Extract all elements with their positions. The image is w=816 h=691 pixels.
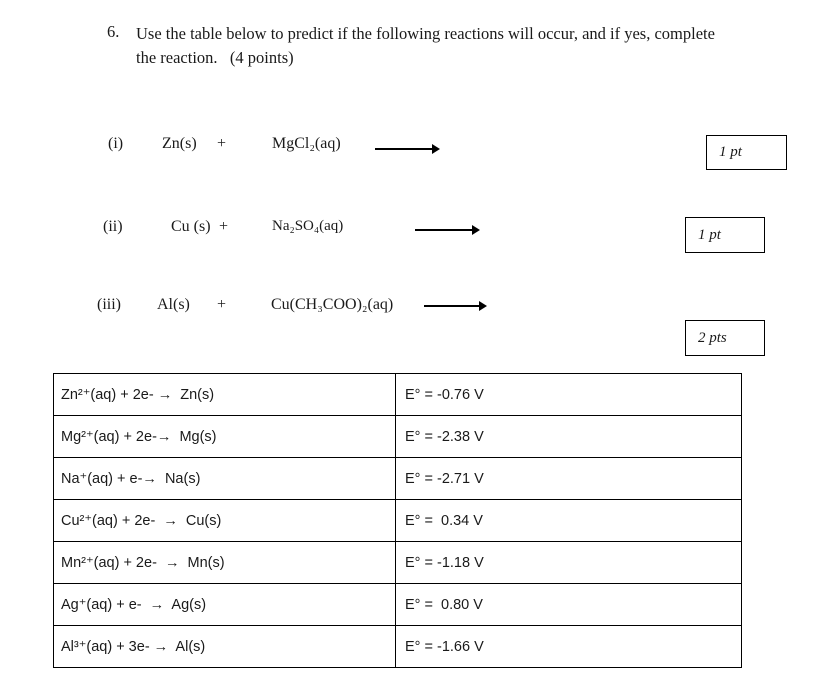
half-reaction-cell: Cu²⁺(aq) + 2e- → Cu(s) xyxy=(54,500,396,542)
points-box-i: 1 pt xyxy=(706,135,787,170)
reaction-plus-ii: + xyxy=(219,218,229,235)
reaction-label-ii: (ii) xyxy=(103,218,123,235)
potential-cell: E° = 0.34 V xyxy=(396,500,742,542)
table-row xyxy=(54,626,742,668)
half-reaction-cell: Mn²⁺(aq) + 2e- → Mn(s) xyxy=(54,542,396,584)
half-reaction-cell: Al³⁺(aq) + 3e- → Al(s) xyxy=(54,626,396,668)
reaction-reactant1-iii: Al(s) xyxy=(157,296,190,313)
question-text xyxy=(136,22,786,70)
half-reaction-cell: Ag⁺(aq) + e- → Ag(s) xyxy=(54,584,396,626)
reaction-plus-iii: + xyxy=(217,296,227,313)
question-line-1: Use the table below to predict if the following reactions will occur, and if yes, complete xyxy=(136,24,715,43)
points-box-iii: 2 pts xyxy=(685,320,765,356)
points-box-ii: 1 pt xyxy=(685,217,765,253)
reaction-reactant1-ii: Cu (s) xyxy=(171,218,211,235)
reaction-arrow-i xyxy=(375,148,438,150)
reaction-reactant2-ii: Na₂SO₄(aq) xyxy=(272,218,344,234)
potential-cell: E° = -2.38 V xyxy=(396,416,742,458)
potential-cell: E° = 0.80 V xyxy=(396,584,742,626)
reaction-arrow-iii xyxy=(424,305,485,307)
table-row xyxy=(54,416,742,458)
half-reaction-cell: Na⁺(aq) + e-→ Na(s) xyxy=(54,458,396,500)
reduction-potential-table xyxy=(53,373,742,668)
potential-cell: E° = -1.18 V xyxy=(396,542,742,584)
table-row xyxy=(54,374,742,416)
question-number: 6. xyxy=(107,22,120,41)
potential-cell: E° = -2.71 V xyxy=(396,458,742,500)
half-reaction-cell: Zn²⁺(aq) + 2e- → Zn(s) xyxy=(54,374,396,416)
half-reaction-cell: Mg²⁺(aq) + 2e-→ Mg(s) xyxy=(54,416,396,458)
table-row xyxy=(54,542,742,584)
reaction-reactant1-i: Zn(s) xyxy=(162,135,197,152)
potential-cell: E° = -0.76 V xyxy=(396,374,742,416)
reaction-arrow-ii xyxy=(415,229,478,231)
potential-cell: E° = -1.66 V xyxy=(396,626,742,668)
reaction-plus-i: + xyxy=(217,135,227,152)
table-row xyxy=(54,458,742,500)
reaction-reactant2-iii: Cu(CH₃COO)₂(aq) xyxy=(271,296,394,313)
reaction-label-i: (i) xyxy=(108,135,124,152)
question-line-2: the reaction. (4 points) xyxy=(136,48,294,67)
table-row xyxy=(54,500,742,542)
table-row xyxy=(54,584,742,626)
reaction-label-iii: (iii) xyxy=(97,296,121,313)
reaction-reactant2-i: MgCl₂(aq) xyxy=(272,135,341,152)
